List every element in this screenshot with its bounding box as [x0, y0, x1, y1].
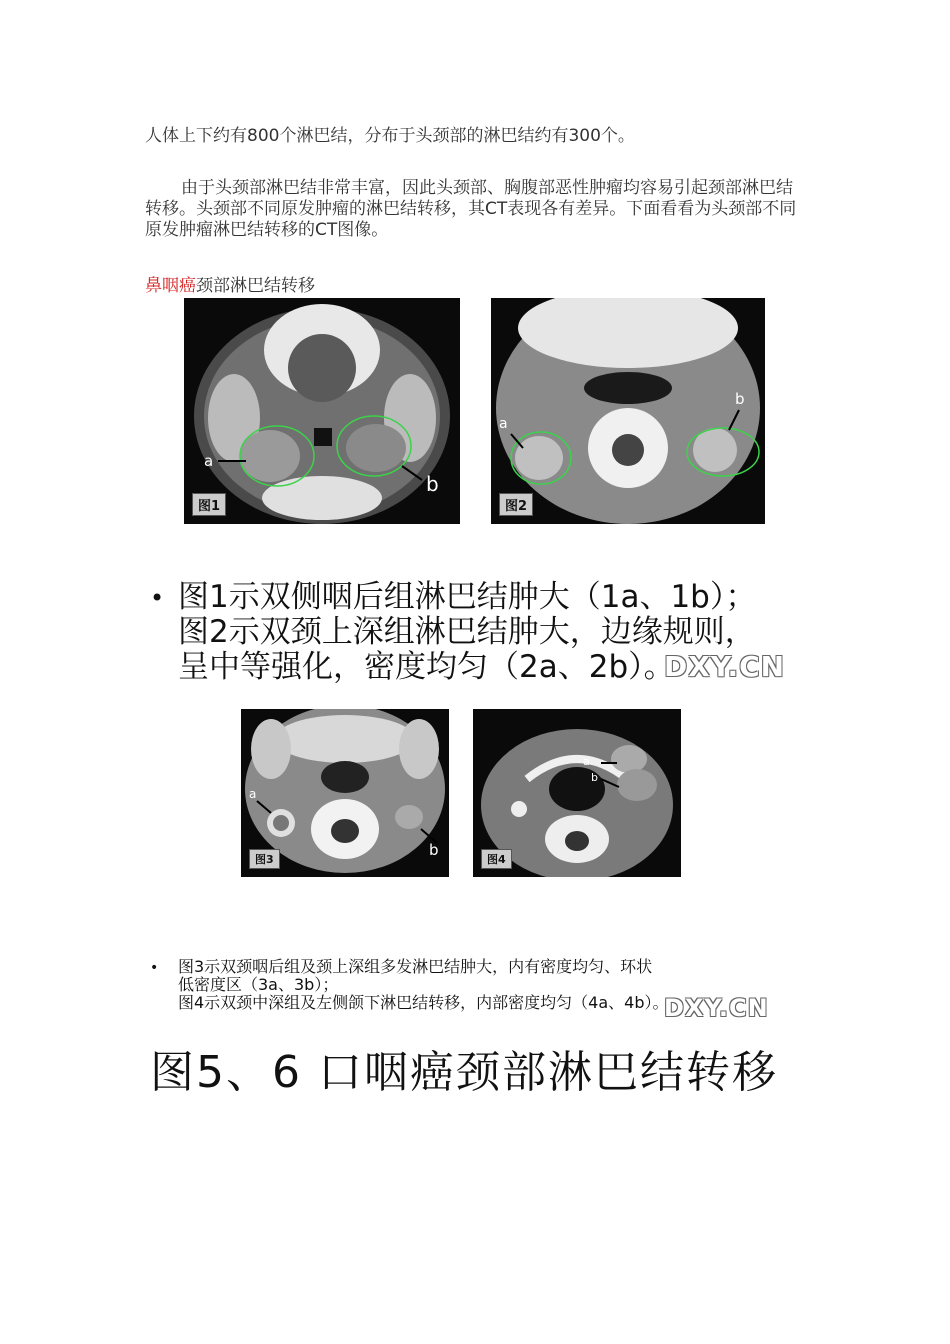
ct-image-fig4: [473, 709, 681, 877]
ct-image-fig1: [184, 298, 460, 524]
fig3-number: 图3: [249, 849, 280, 869]
slide1-line3: 呈中等强化，密度均匀（2a、2b）。: [178, 649, 675, 685]
fig4-label-a: a: [583, 755, 590, 768]
watermark-dxy-2: DXY.CN: [664, 994, 769, 1022]
ct-image-fig2: [491, 298, 765, 524]
ct-image-fig3: [241, 709, 449, 877]
slide1-line1: 图1示双侧咽后组淋巴结肿大（1a、1b）；: [178, 579, 757, 615]
slide2-line1: 图3示双颈咽后组及颈上深组多发淋巴结肿大，内有密度均匀、环状: [178, 957, 653, 976]
intro-paragraph: 人体上下约有800个淋巴结，分布于头颈部的淋巴结约有300个。: [145, 126, 635, 146]
body-paragraph: 由于头颈部淋巴结非常丰富，因此头颈部、胸腹部恶性肿瘤均容易引起颈部淋巴结转移。头颈部不同原发肿瘤的淋巴结转移，其CT表现各有差异。下面看看为头颈部不同原发肿瘤淋巴结转移的CT图像。: [145, 178, 797, 240]
heading-highlight: 鼻咽癌: [145, 276, 196, 296]
fig3-label-b: b: [429, 841, 439, 859]
fig2-number: 图2: [499, 493, 533, 516]
figure-5-6-caption: 图5、6 口咽癌颈部淋巴结转移: [150, 1047, 778, 1098]
section-heading: [145, 276, 315, 297]
slide2-line2: 低密度区（3a、3b）；: [178, 975, 339, 994]
slide2-bullet: •: [150, 960, 159, 976]
fig4-label-b: b: [591, 771, 598, 784]
fig1-label-a: a: [204, 452, 214, 470]
fig4-number: 图4: [481, 849, 512, 869]
fig2-label-a: a: [499, 416, 508, 432]
slide1-bullet: •: [150, 584, 165, 612]
slide1-line2: 图2示双颈上深组淋巴结肿大，边缘规则，: [178, 614, 756, 650]
fig1-label-b: b: [426, 472, 439, 496]
fig1-number: 图1: [192, 493, 226, 516]
fig3-label-a: a: [249, 787, 257, 801]
fig2-label-b: b: [735, 390, 745, 408]
slide2-line3: 图4示双颈中深组及左侧颌下淋巴结转移，内部密度均匀（4a、4b）。: [178, 993, 669, 1012]
heading-rest: 颈部淋巴结转移: [196, 276, 315, 296]
watermark-dxy-1: DXY.CN: [664, 650, 786, 683]
